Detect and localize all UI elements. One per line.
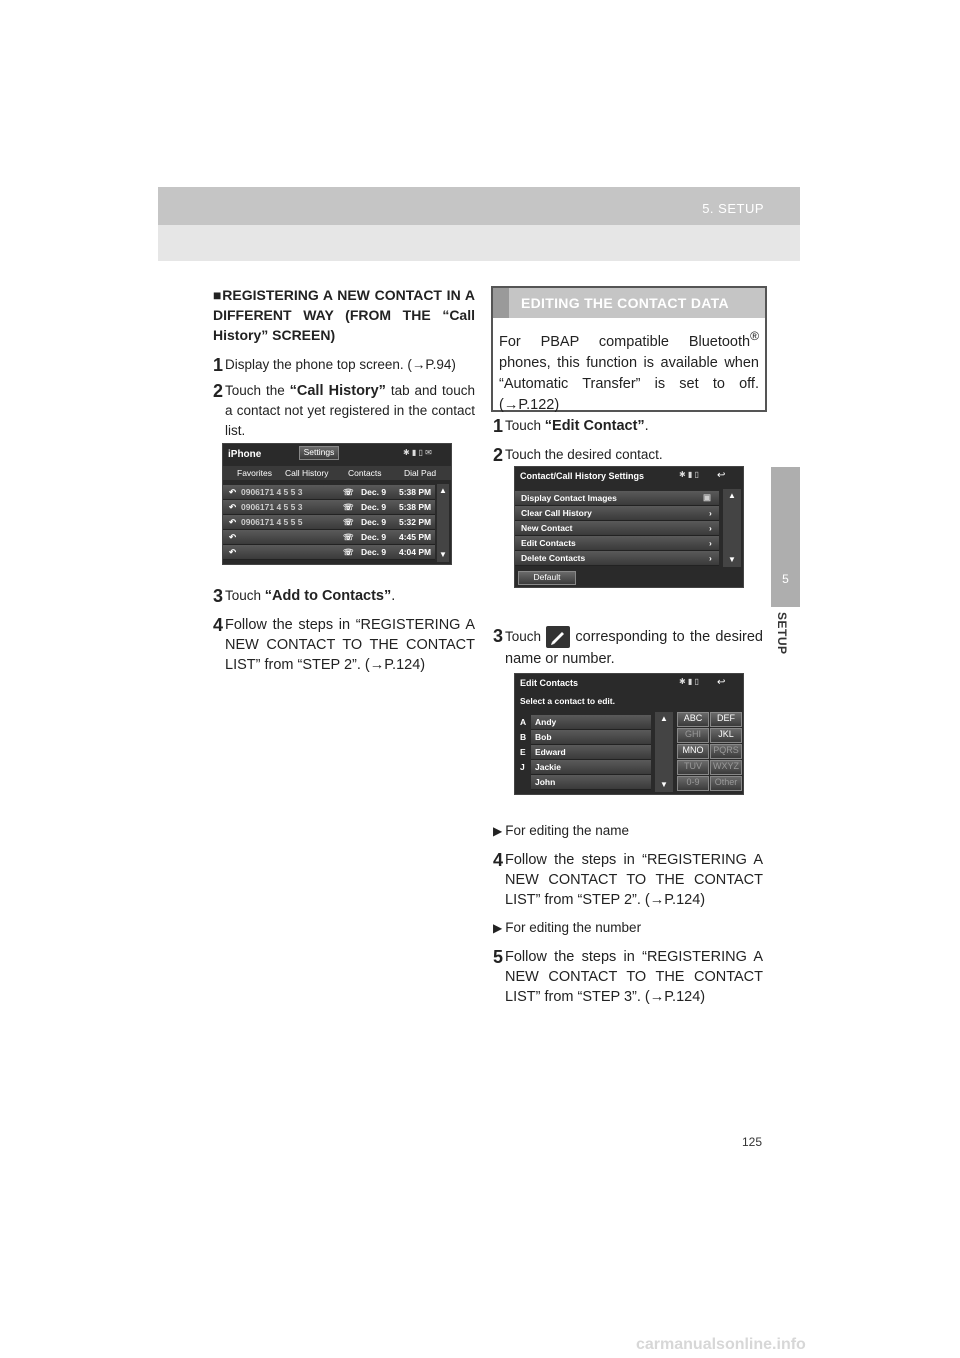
scroll-down-icon[interactable]: ▼ xyxy=(660,780,668,789)
index-letter: E xyxy=(520,747,526,757)
section-tab-number: 5 xyxy=(782,572,789,586)
right-step-1: 1 Touch “Edit Contact”. xyxy=(493,416,649,436)
section-title: 5. SETUP xyxy=(702,201,764,216)
list-item[interactable]: ↶ ☏ Dec. 9 4:04 PM xyxy=(223,545,435,560)
status-icons: ✱ ▮ ▯ xyxy=(679,470,699,479)
box-title: EDITING THE CONTACT DATA xyxy=(521,295,729,311)
scroll-up-icon[interactable]: ▲ xyxy=(728,491,736,500)
list-item[interactable]: Clear Call History › xyxy=(515,506,719,521)
list-item[interactable]: ↶ ☏ Dec. 9 4:45 PM xyxy=(223,530,435,545)
header-subband xyxy=(158,225,800,261)
key-other[interactable]: Other xyxy=(710,776,742,791)
scroll-down-icon[interactable]: ▼ xyxy=(439,550,447,559)
index-letter: A xyxy=(520,717,527,727)
status-icons: ✱ ▮ ▯ xyxy=(679,677,699,686)
index-letter: B xyxy=(520,732,527,742)
key-abc[interactable]: ABC xyxy=(677,712,709,727)
section-tab-label: SETUP xyxy=(775,612,789,655)
back-icon[interactable]: ↩ xyxy=(717,677,726,688)
key-def[interactable]: DEF xyxy=(710,712,742,727)
contact-settings-screenshot xyxy=(514,466,744,588)
call-list xyxy=(223,484,435,564)
list-item[interactable]: Delete Contacts › xyxy=(515,551,719,566)
right-step-2: 2 Touch the desired contact. xyxy=(493,445,663,465)
left-column-lower xyxy=(213,586,475,675)
screen-title: Contact/Call History Settings xyxy=(520,471,645,481)
tab-contacts[interactable]: Contacts xyxy=(348,468,382,478)
tab-dial-pad[interactable]: Dial Pad xyxy=(404,468,437,478)
screen-subtitle: Select a contact to edit. xyxy=(520,696,615,706)
step-4: 4 Follow the steps in “REGISTERING A NEW CONTACT TO THE CONTACT LIST” from “STEP 2”. (→P.124) xyxy=(213,615,475,673)
list-item[interactable]: Display Contact Images ▣ xyxy=(515,491,719,506)
box-text: For PBAP compatible Bluetooth® phones, this function is available when “Automatic Transfer” is set to off. (→P.122) xyxy=(499,329,759,413)
watermark: carmanualsonline.info xyxy=(636,1336,806,1353)
key-tuv[interactable]: TUV xyxy=(677,760,709,775)
status-icons: ✱ ▮ ▯ ✉ xyxy=(403,448,432,457)
section-tab-label-wrap xyxy=(771,612,800,672)
triangle-icon: ▶ xyxy=(493,921,503,935)
settings-button[interactable]: Settings xyxy=(299,446,339,460)
edit-contacts-screenshot xyxy=(514,673,744,795)
step-3: 3 Touch “Add to Contacts”. xyxy=(213,586,396,606)
scrollbar[interactable] xyxy=(723,489,741,567)
page-number: 125 xyxy=(742,1135,763,1149)
sub-heading: ■REGISTERING A NEW CONTACT IN A DIFFERENT WAY (FROM THE “Call History” SCREEN) xyxy=(213,287,475,343)
key-mno[interactable]: MNO xyxy=(677,744,709,759)
back-icon[interactable]: ↩ xyxy=(717,470,726,481)
call-history-screenshot xyxy=(222,443,452,565)
scrollbar[interactable] xyxy=(437,484,449,562)
list-item[interactable]: Jackie xyxy=(531,760,651,775)
list-item[interactable]: John xyxy=(531,775,651,790)
list-item[interactable]: New Contact › xyxy=(515,521,719,536)
contact-list xyxy=(515,714,655,794)
triangle-icon: ▶ xyxy=(493,824,503,838)
box-header-bar xyxy=(493,288,509,318)
right-column xyxy=(493,416,763,465)
key-jkl[interactable]: JKL xyxy=(710,728,742,743)
edit-number-label: ▶ For editing the number xyxy=(493,920,642,935)
tab-bar xyxy=(223,466,451,480)
default-button[interactable]: Default xyxy=(518,571,576,585)
list-item[interactable]: ↶ 0906171 4 5 5 5 ☏ Dec. 9 5:32 PM xyxy=(223,515,435,530)
right-step-5: 5 Follow the steps in “REGISTERING A NEW CONTACT TO THE CONTACT LIST” from “STEP 3”. (→P.124) xyxy=(493,947,763,1005)
right-step-3: 3 Touch corresponding to the desired name or number. xyxy=(493,626,763,668)
list-item[interactable]: ↶ 0906171 4 5 5 3 ☏ Dec. 9 5:38 PM xyxy=(223,500,435,515)
list-item[interactable]: ↶ 0906171 4 5 5 3 ☏ Dec. 9 5:38 PM xyxy=(223,485,435,500)
section-tab xyxy=(771,467,800,607)
scroll-down-icon[interactable]: ▼ xyxy=(728,555,736,564)
key-ghi[interactable]: GHI xyxy=(677,728,709,743)
right-step-4: 4 Follow the steps in “REGISTERING A NEW CONTACT TO THE CONTACT LIST” from “STEP 2”. (→P.124) xyxy=(493,850,763,908)
step-1: 1 Display the phone top screen. (→P.94) xyxy=(213,355,456,375)
list-item[interactable]: Andy xyxy=(531,715,651,730)
tab-favorites[interactable]: Favorites xyxy=(237,468,272,478)
left-column xyxy=(213,285,475,441)
screen-title: Edit Contacts xyxy=(520,678,579,688)
list-item[interactable]: Edward xyxy=(531,745,651,760)
key-0-9[interactable]: 0-9 xyxy=(677,776,709,791)
box-header xyxy=(493,288,765,318)
pencil-icon xyxy=(546,626,570,648)
key-wxyz[interactable]: WXYZ xyxy=(710,760,742,775)
edit-name-label: ▶ For editing the name xyxy=(493,823,630,838)
index-letter: J xyxy=(520,762,525,772)
scroll-up-icon[interactable]: ▲ xyxy=(660,714,668,723)
key-pqrs[interactable]: PQRS xyxy=(710,744,742,759)
editing-info-box xyxy=(491,286,767,412)
list-item[interactable]: Edit Contacts › xyxy=(515,536,719,551)
screen-title: iPhone xyxy=(228,449,262,460)
scrollbar[interactable] xyxy=(655,712,673,792)
right-column-lower xyxy=(493,821,763,1007)
tab-call-history[interactable]: Call History xyxy=(285,468,329,478)
step-2: 2 Touch the “Call History” tab and touch a contact not yet registered in the contact list. xyxy=(213,381,475,438)
scroll-up-icon[interactable]: ▲ xyxy=(439,486,447,495)
list-item[interactable]: Bob xyxy=(531,730,651,745)
settings-list xyxy=(515,491,719,565)
